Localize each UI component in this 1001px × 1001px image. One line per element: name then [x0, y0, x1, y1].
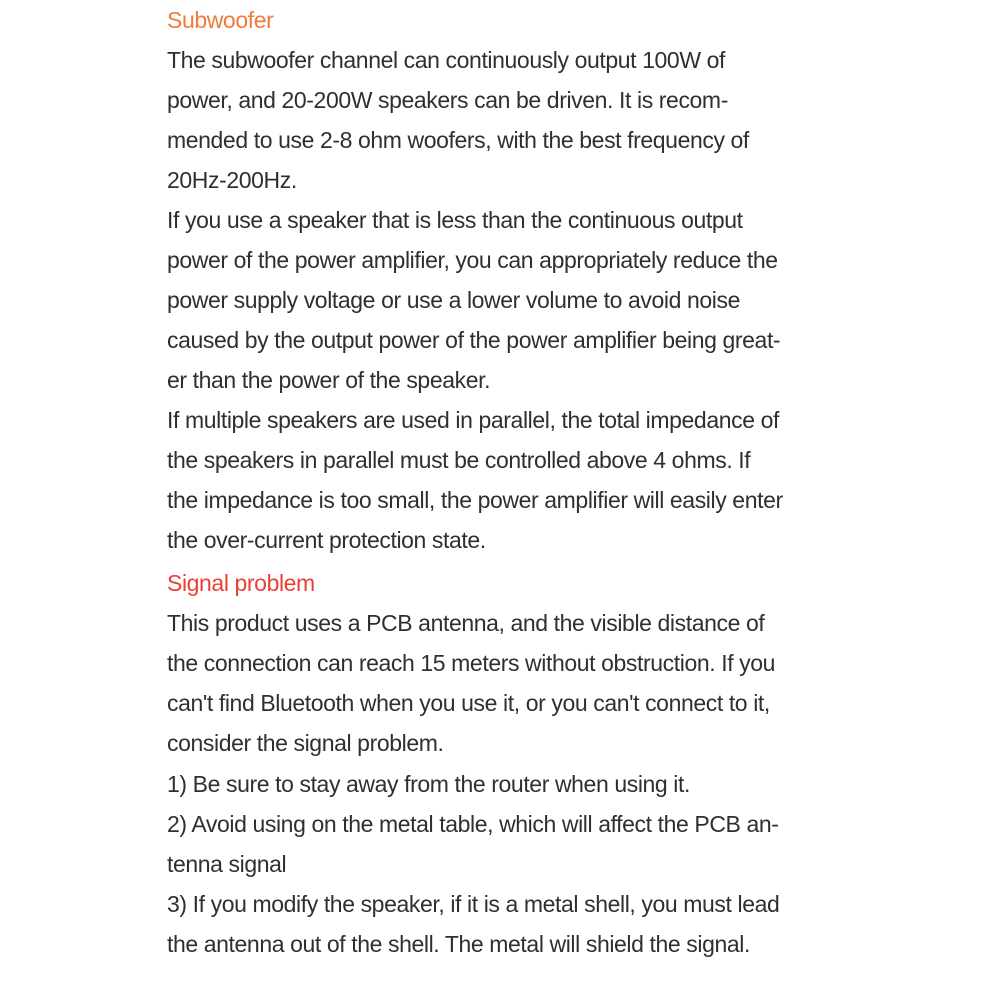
- paragraph-line: the speakers in parallel must be controlled above 4 ohms. If: [167, 447, 751, 473]
- list-item-continuation: tenna signal: [167, 851, 287, 877]
- list-item: 1) Be sure to stay away from the router when using it.: [167, 771, 690, 797]
- section-heading-signal-problem: Signal problem: [167, 570, 315, 596]
- paragraph-line: the connection can reach 15 meters without obstruction. If you: [167, 650, 776, 676]
- paragraph-line: er than the power of the speaker.: [167, 367, 491, 393]
- paragraph-line: If you use a speaker that is less than the continuous output: [167, 207, 743, 233]
- paragraph-line: The subwoofer channel can continuously output 100W of: [167, 47, 726, 73]
- paragraph-line: 20Hz-200Hz.: [167, 167, 297, 193]
- paragraph-line: consider the signal problem.: [167, 730, 444, 756]
- list-item-continuation: the antenna out of the shell. The metal will shield the signal.: [167, 931, 750, 957]
- paragraph-line: This product uses a PCB antenna, and the visible distance of: [167, 610, 765, 636]
- list-item: 3) If you modify the speaker, if it is a metal shell, you must lead: [167, 891, 780, 917]
- list-item: 2) Avoid using on the metal table, which will affect the PCB an-: [167, 811, 779, 837]
- paragraph-line: If multiple speakers are used in parallel, the total impedance of: [167, 407, 779, 433]
- paragraph-line: can't find Bluetooth when you use it, or you can't connect to it,: [167, 690, 770, 716]
- paragraph-line: power, and 20-200W speakers can be driven. It is recom-: [167, 87, 728, 113]
- paragraph-line: the over-current protection state.: [167, 527, 486, 553]
- section-heading-subwoofer: Subwoofer: [167, 7, 274, 33]
- paragraph-line: the impedance is too small, the power amplifier will easily enter: [167, 487, 783, 513]
- paragraph-line: power of the power amplifier, you can appropriately reduce the: [167, 247, 778, 273]
- paragraph-line: caused by the output power of the power amplifier being great-: [167, 327, 781, 353]
- paragraph-line: power supply voltage or use a lower volume to avoid noise: [167, 287, 740, 313]
- paragraph-line: mended to use 2-8 ohm woofers, with the best frequency of: [167, 127, 749, 153]
